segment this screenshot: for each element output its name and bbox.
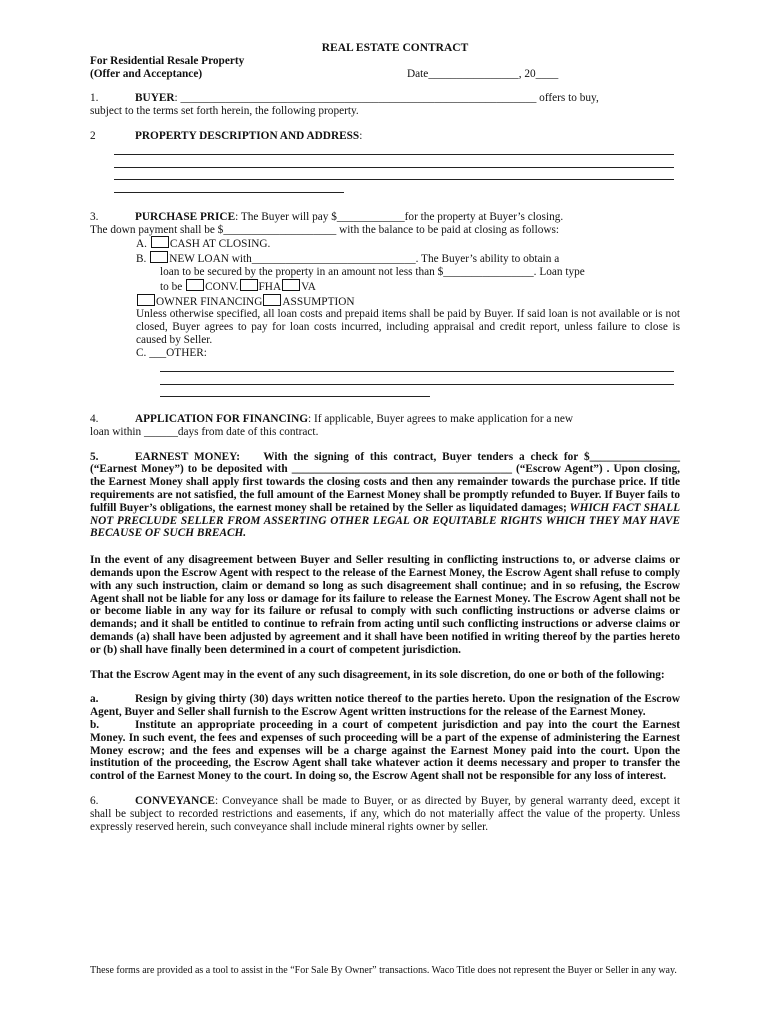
fha-label: FHA <box>258 280 282 293</box>
section-earnest-money <box>90 451 680 541</box>
subtitle-property-type: For Residential Resale Property <box>90 54 245 67</box>
financing-text: : If applicable, Buyer agrees to make application for a new <box>308 413 574 426</box>
owner-financing-row <box>136 294 680 309</box>
section-number: 3. <box>90 210 99 223</box>
option-cash <box>136 236 680 251</box>
other-line-3[interactable] <box>160 385 430 398</box>
escrow-options-intro: That the Escrow Agent may in the event of any such disagreement, in its sole discretion, do one or both of the following: <box>90 668 665 681</box>
conv-label: CONV. <box>205 280 239 293</box>
property-line-4[interactable] <box>114 180 344 193</box>
down-payment-field[interactable]: The down payment shall be $____________________ with the balance to be paid at closing as follows: <box>90 223 560 236</box>
section-number: 4. <box>90 413 99 426</box>
contract-page <box>90 42 680 833</box>
other-line-2[interactable] <box>160 372 674 385</box>
section-number: 2 <box>90 129 96 142</box>
buyer-field[interactable]: : _______________________________________________________________ offers to buy, <box>174 92 599 105</box>
cash-checkbox[interactable] <box>151 236 169 248</box>
assumption-checkbox[interactable] <box>263 294 281 306</box>
owner-financing-checkbox[interactable] <box>137 294 155 306</box>
price-field[interactable]: : The Buyer will pay $____________for the property at Buyer’s closing. <box>235 210 564 223</box>
section-label: PROPERTY DESCRIPTION AND ADDRESS <box>135 129 360 142</box>
conv-checkbox[interactable] <box>186 279 204 291</box>
other-field[interactable]: ___OTHER: <box>149 346 207 359</box>
escrow-option-a <box>90 693 680 719</box>
section-buyer <box>90 92 680 118</box>
option-letter: C. <box>136 346 147 359</box>
option-letter: A. <box>136 238 147 251</box>
option-letter: B. <box>136 253 147 266</box>
subtitle-offer: (Offer and Acceptance) <box>90 67 203 80</box>
va-checkbox[interactable] <box>282 279 300 291</box>
option-label: CASH AT CLOSING. <box>169 238 271 251</box>
option-text: Institute an appropriate proceeding in a court of competent jurisdiction and pay into the court the Earnest Money. In such event, the fees and expenses of such proceeding will be a part of the expense of administering the Earnest Money escrow; and the fees and expenses will be a charge against the Earnest Money paid into the court. Upon the institution of the proceeding, the Escrow Agent shall take whatever action it deems necessary and proper to transfer the control of the Earnest Money to the court. In doing so, the Escrow Agent shall not be responsible for any loss of interest. <box>90 718 680 783</box>
section-number: 5. <box>90 450 99 463</box>
buyer-text: subject to the terms set forth herein, the following property. <box>90 105 359 118</box>
fha-checkbox[interactable] <box>240 279 258 291</box>
section-number: 1. <box>90 92 99 105</box>
section-purchase-price <box>90 211 680 397</box>
escrow-option-b <box>90 719 680 783</box>
option-other <box>136 347 680 360</box>
option-new-loan <box>136 251 680 266</box>
va-label: VA <box>301 280 316 293</box>
colon: : <box>359 129 363 142</box>
conveyance-text: : Conveyance shall be made to Buyer, or as directed by Buyer, by general warranty deed, except it shall be subject to recorded restrictions and easements, if any, which do not materially affect the value of the property. Unless expressly reserved herein, such conveyance shall include mineral rights owner by seller. <box>90 794 680 833</box>
section-label: EARNEST MONEY: <box>135 450 241 463</box>
date-field[interactable]: Date________________, 20____ <box>407 67 559 80</box>
footer-disclaimer: These forms are provided as a tool to assist in the “For Sale By Owner” transactions. Waco Title does not represent the Buyer or Seller in any way. <box>90 965 677 976</box>
document-title: REAL ESTATE CONTRACT <box>321 42 469 54</box>
section-label: APPLICATION FOR FINANCING <box>135 413 309 426</box>
other-line-1[interactable] <box>160 360 674 373</box>
section-property <box>90 130 680 193</box>
dispute-paragraph: In the event of any disagreement between Buyer and Seller resulting in conflicting instructions to, or adverse claims or demands upon the Escrow Agent with respect to the release of the Earnest Money, the Escrow Agent shall refuse to comply with any such instruction, claim or demand so long as such disagreement shall continue; and in so refusing, the Escrow Agent shall not be liable for any loss or damage for its failure to release the Earnest Money. The Escrow Agent shall not be or become liable in any way for its failure or refusal to comply with such conflicting instructions or adverse claims or demands; and it shall be entitled to continue to refrain from acting until such conflicting instructions or adverse claims or demands (a) shall have been adjusted by agreement and it shall have been notified in writing thereof by the parties hereto or (b) shall have finally been determined in a court of competent jurisdiction. <box>90 554 680 656</box>
section-financing <box>90 413 680 439</box>
section-label: CONVEYANCE <box>135 794 215 807</box>
section-conveyance <box>90 795 680 833</box>
loan-type-label: to be <box>160 280 183 293</box>
owner-financing-label: OWNER FINANCING <box>156 295 263 308</box>
option-letter: b. <box>90 718 100 731</box>
section-label: BUYER <box>135 92 175 105</box>
loan-costs-text: Unless otherwise specified, all loan costs and prepaid items shall be paid by Buyer. If said loan is not available or is not closed, Buyer agrees to pay for loan costs incurred, including appraisal and credit report, unless failure to close is caused by Seller. <box>136 308 680 346</box>
property-line-1[interactable] <box>114 143 674 156</box>
section-label: PURCHASE PRICE <box>135 210 236 223</box>
new-loan-checkbox[interactable] <box>150 251 168 263</box>
property-line-3[interactable] <box>114 168 674 181</box>
property-line-2[interactable] <box>114 155 674 168</box>
subtitle-row <box>90 68 680 81</box>
loan-type-row <box>160 279 680 294</box>
assumption-label: ASSUMPTION <box>282 295 355 308</box>
financing-days-field[interactable]: loan within ______days from date of this contract. <box>90 425 319 438</box>
earnest-money-text: With the signing of this contract, Buyer tenders a check for $________________ (“Earnest Money”) to be deposited with _______________________________________ (“Escrow Agent”) . Upon closing, the Earnest Money shall apply first towards the closing costs and then any remainder towards the purchase price. If title requirements are not satisfied, the full amount of the Earnest Money shall be promptly refunded to Buyer. If Buyer fails to fulfill Buyer’s obligations, the earnest money shall be retained by the Seller as liquidated damages; <box>90 450 680 514</box>
section-number: 6. <box>90 794 99 807</box>
earnest-money-italic: WHICH FACT SHALL NOT PRECLUDE SELLER FROM ASSERTING OTHER LEGAL OR EQUITABLE RIGHTS WHICH THEY MAY HAVE BECAUSE OF SUCH BREACH. <box>90 501 680 540</box>
option-text: Resign by giving thirty (30) days written notice thereof to the parties hereto. Upon the resignation of the Escrow Agent, Buyer and Seller shall furnish to the Escrow Agent written instructions for the release of the Earnest Money. <box>90 693 680 719</box>
loan-amount-field[interactable]: loan to be secured by the property in an amount not less than $________________. Loan type <box>160 265 585 278</box>
option-letter: a. <box>90 693 99 706</box>
new-loan-field[interactable]: NEW LOAN with_____________________________. The Buyer’s ability to obtain a <box>169 253 560 266</box>
